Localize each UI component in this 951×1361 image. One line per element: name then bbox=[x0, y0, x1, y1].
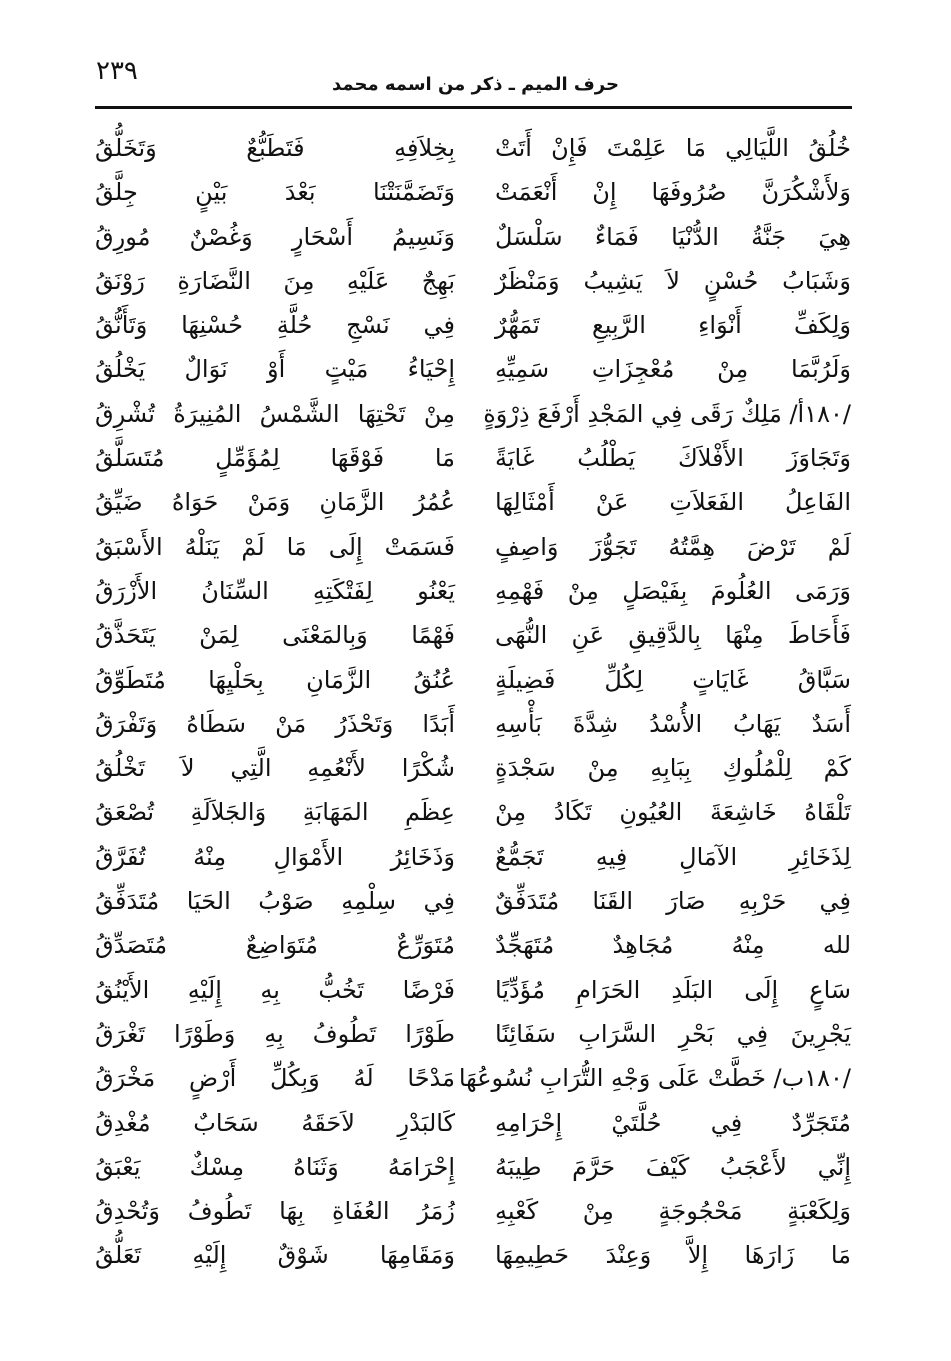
verse-line: لله مِنْهُ مُجَاهِدٌ مُتَهَجِّدٌ bbox=[495, 931, 851, 960]
verse-line: هِيَ جَنَّةُ الدُّنْيَا فَمَاءٌ سَلْسَلٌ bbox=[495, 222, 851, 251]
verse-line: إِحْرَامَهُ وَثَنَاهُ مِسْكٌ يَعْبَقُ bbox=[95, 1152, 455, 1181]
verse-line: عُنُقُ الزَّمَانِ بِحَلْيِهَا مُتَطَوِّقُ bbox=[95, 665, 455, 694]
verse-line: مِنْ تَحْتِهَا الشَّمْسُ المُنِيرَةُ تُشْرِقُ bbox=[95, 399, 455, 428]
verse-line: شُكْرًا لأَنْعُمِهِ الَّتِي لاَ تَخْلُقُ bbox=[95, 754, 455, 783]
verse-line: وَلِكَفِّ أَنْوَاءِ الرَّبِيعِ تَمَهُّرٌ bbox=[495, 311, 851, 340]
verse-line: سَبَّاقُ غَايَاتٍ لِكُلِّ فَضِيلَةٍ bbox=[495, 665, 851, 694]
verse-line: وَلَرُبَّمَا مِنْ مُعْجِزَاتِ سَمِيِّهِ bbox=[495, 355, 851, 384]
page-number: ٢٣٩ bbox=[96, 56, 138, 86]
verse-line: فِي نَسْجِ حُلَّةِ حُسْنِهَا وَتَأَنُّقُ bbox=[95, 311, 455, 340]
verse-line: مَا فَوْقَهَا لِمُؤَمِّلٍ مُتَسَلَّقُ bbox=[95, 444, 455, 473]
verse-line: فَرْضًا تَخُبُّ بِهِ إِلَيْهِ الأَيْنُقُ bbox=[95, 975, 455, 1004]
verse-line: وَمَقَامِهَا شَوْقٌ إِلَيْهِ تَعَلُّقُ bbox=[95, 1241, 455, 1270]
verse-line: زُمَرُ العُفَاةِ بِهَا تَطُوفُ وَتُحْدِقُ bbox=[95, 1197, 455, 1226]
verse-line: فَأَحَاطَ مِنْهَا بِالدَّقِيقِ عَنِ النُّهَى bbox=[495, 621, 851, 650]
verse-line: أَبَدًا وَتَحْذَرُ مَنْ سَطَاهُ وَتَفْرَقُ bbox=[95, 709, 455, 738]
verse-line: وَرَمَى العُلُومَ بِفَيْصَلٍ مِنْ فَهْمِهِ bbox=[495, 576, 851, 605]
verse-line: كَمْ لِلْمُلُوكِ بِبَابِهِ مِنْ سَجْدَةٍ bbox=[495, 754, 851, 783]
verse-line: وَنَسِيمُ أَسْحَارٍ وَغُصْنٌ مُورِقُ bbox=[95, 222, 455, 251]
verse-line: وَلأَشْكُرَنَّ صُرُوفَهَا إِنْ أَنْعَمَتْ bbox=[495, 178, 851, 207]
verse-line: بِخِلاَفِهِ فَتَطَبُّعٌ وَتَخَلُّقُ bbox=[95, 134, 455, 162]
right-column bbox=[458, 128, 851, 1280]
verse-line: فَسَمَتْ إِلَى مَا لَمْ يَنَلْهُ الأَسْبَقُ bbox=[95, 532, 455, 561]
verse-line: وَشَبَابُ حُسْنٍ لاَ يَشِيبُ وَمَنْظَرٌ bbox=[495, 266, 851, 295]
verse-line: كَالبَدْرِ لاَحَقَهُ سَحَابٌ مُغْدِقُ bbox=[95, 1108, 455, 1137]
verse-line: مَا زَارَهَا إِلاَّ وَعِنْدَ حَطِيمِهَا bbox=[495, 1241, 851, 1270]
verse-line: عِظَمِ المَهَابَةِ وَالجَلاَلَةِ تُصْعَقُ bbox=[95, 798, 455, 827]
header-rule bbox=[95, 106, 852, 109]
verse-line: وَذَخَائِرُ الأَمْوَالِ مِنْهُ تُفَرَّقُ bbox=[95, 842, 455, 871]
verse-line: لِذَخَائِرِ الآمَالِ فِيهِ تَجَمُّعٌ bbox=[495, 842, 851, 871]
verse-line: يَعْنُو لِفَتْكَتِهِ السِّنَانُ الأَزْرَقُ bbox=[95, 576, 455, 605]
verse-line: فَهْمًا وَبِالمَعْنَى لِمَنْ يَتَحَذَّقُ bbox=[95, 621, 455, 650]
verse-line: أَسَدٌ يَهَابُ الأُسْدُ شِدَّةَ بَأْسِهِ bbox=[495, 709, 851, 738]
verse-line: وَتَجَاوَزَ الأَفْلاَكَ يَطْلُبُ غَايَةً bbox=[495, 444, 851, 473]
verse-line: مُتَوَرِّعٌ مُتَوَاضِعٌ مُتَصَدِّقُ bbox=[95, 931, 455, 960]
verse-line: وَلِكَعْبَةٍ مَحْجُوجَةٍ مِنْ كَعْبِهِ bbox=[495, 1197, 851, 1226]
verse-line: فِي سِلْمِهِ صَوْبُ الحَيَا مُتَدَفِّقُ bbox=[95, 887, 455, 916]
verse-line: خُلُقُ اللَّيَالِي مَا عَلِمْتَ فَإِنْ أَتَتْ bbox=[495, 134, 851, 162]
verse-line: فِي حَرْبِهِ صَارَ القَنَا مُتَدَفِّقٌ bbox=[495, 887, 851, 916]
verse-line: لَمْ تَرْضَ هِمَّتُهُ تَجَوُّزَ وَاصِفٍ bbox=[495, 532, 851, 561]
verse-line: مَدْحًا لَهُ وَبِكُلِّ أَرْضٍ مَخْرَقُ bbox=[95, 1064, 455, 1093]
verse-line: إِنِّي لأَعْجَبُ كَيْفَ حَرَّمَ طِيبَهُ bbox=[495, 1152, 851, 1181]
verse-line: عُمُرُ الزَّمَانِ وَمَنْ حَوَاهُ ضَيِّقُ bbox=[95, 488, 455, 517]
verse-line: بَهِجٌ عَلَيْهِ مِنَ النَّضَارَةِ رَوْنَقُ bbox=[95, 266, 455, 295]
verse-line: إِحْيَاءُ مَيْتٍ أَوْ نَوَالٌ يَخْلُقُ bbox=[95, 355, 455, 384]
verse-line: طَوْرًا تَطُوفُ بِهِ وَطَوْرًا تَغْرَقُ bbox=[95, 1019, 455, 1048]
verse-line: سَاعٍ إِلَى البَلَدِ الحَرَامِ مُؤَدِّيًا bbox=[495, 975, 851, 1004]
verse-line: الفَاعِلُ الفَعَلاَتِ عَنْ أَمْثَالِهَا bbox=[495, 488, 851, 517]
verse-line: وَتَضَمَّنَتْنَا بَعْدَ بَيْنٍ جِلَّقُ bbox=[95, 178, 455, 207]
verse-line: /١٨٠ب/ خَطَّتْ عَلَى وَجْهِ التُّرَابِ نُسُوعُهَا bbox=[458, 1064, 851, 1093]
running-header: حرف الميم ـ ذكر من اسمه محمد bbox=[332, 74, 619, 95]
verse-line: يَجْرِينَ فِي بَحْرِ السَّرَابِ سَفَائِنًا bbox=[495, 1019, 851, 1048]
verse-line: /١٨٠أ/ مَلِكٌ رَقَى فِي المَجْدِ أَرْفَعَ ذِرْوَةٍ bbox=[483, 399, 851, 428]
verse-line: تَلْقَاهُ خَاشِعَةَ العُيُونِ تَكَادُ مِنْ bbox=[495, 798, 851, 827]
left-column bbox=[95, 128, 455, 1280]
verse-line: مُتَجَرِّدٌ فِي حُلَّتَيْ إِحْرَامِهِ bbox=[495, 1108, 851, 1137]
